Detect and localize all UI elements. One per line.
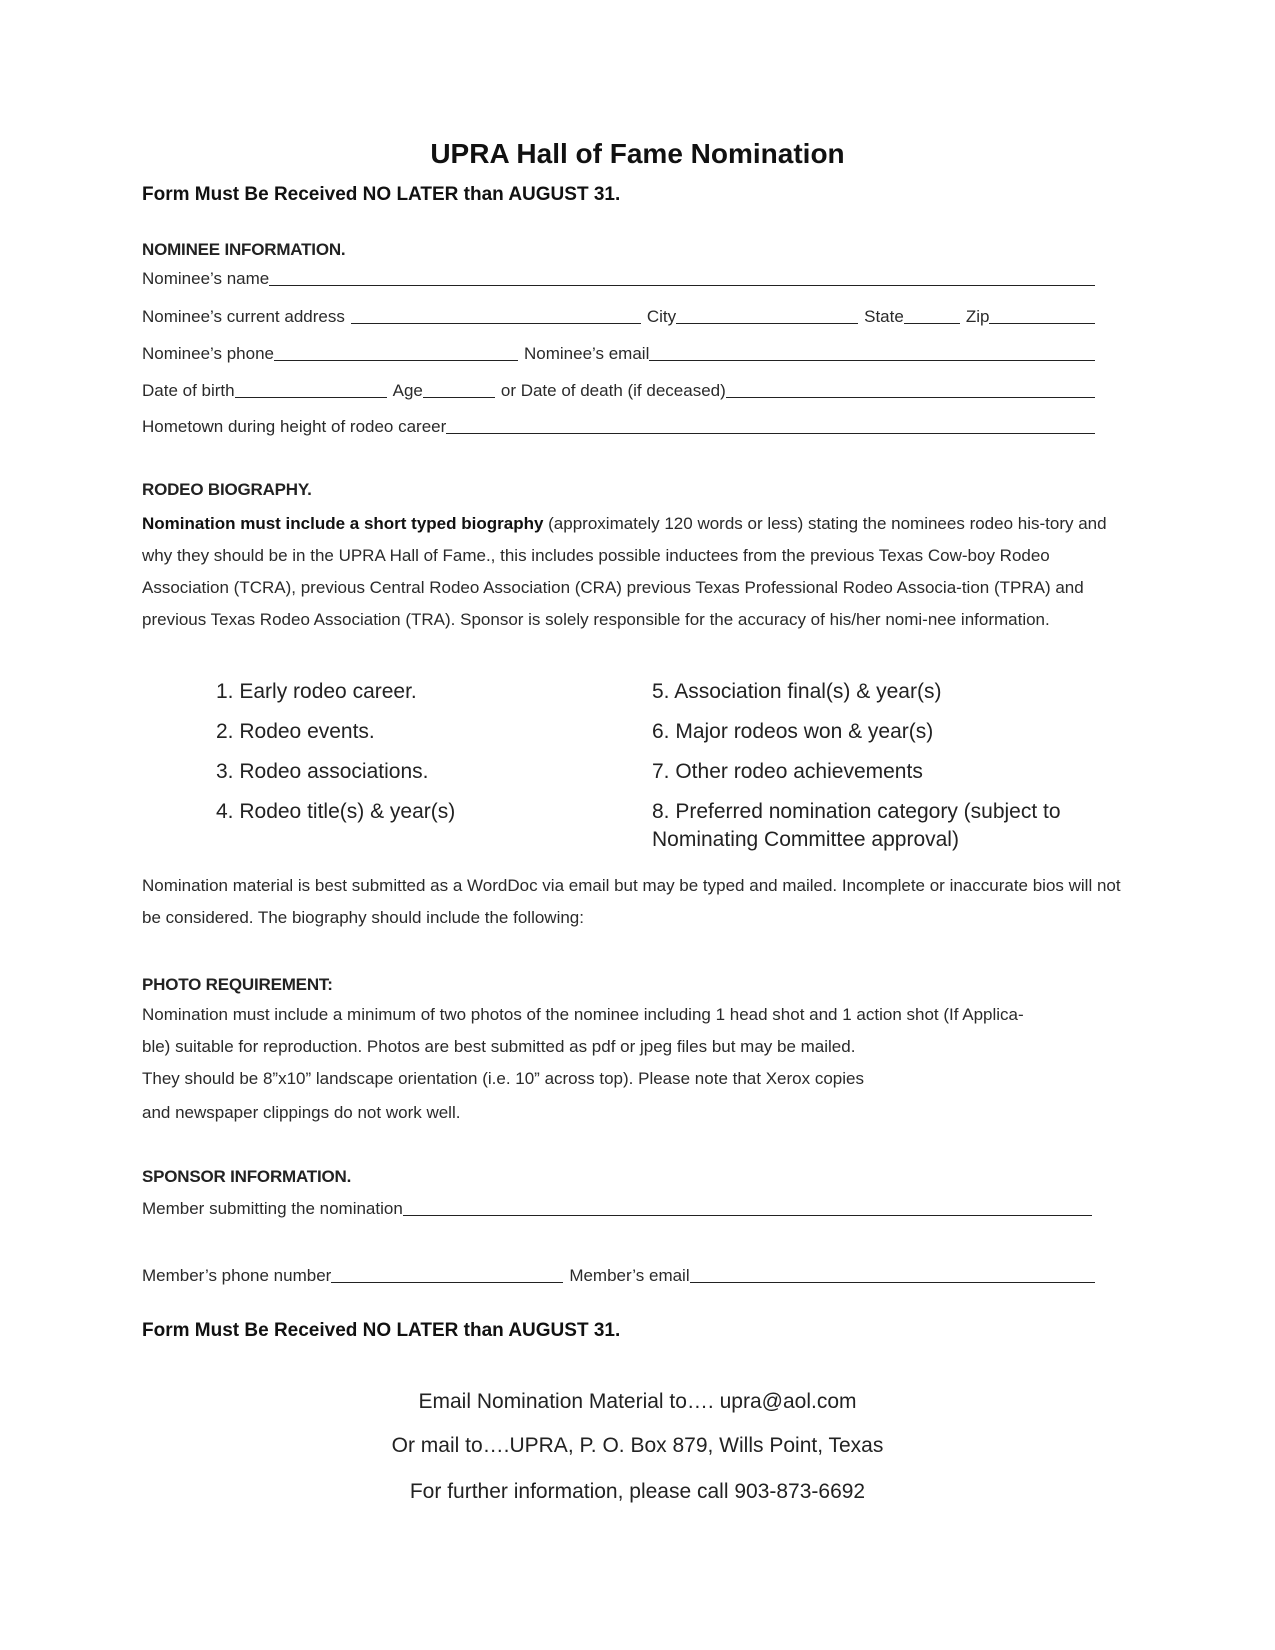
nominee-section-heading: NOMINEE INFORMATION.	[142, 240, 346, 259]
contact-email-line: Email Nomination Material to…. upra@aol.com	[418, 1390, 857, 1413]
dod-label: or Date of death (if deceased)	[500, 381, 726, 400]
member-submitting-row	[142, 1195, 1092, 1219]
list-item: 5. Association final(s) & year(s)	[652, 680, 942, 703]
nominee-name-row	[142, 265, 1095, 289]
member-email-field[interactable]	[690, 1264, 1095, 1283]
dob-field[interactable]	[235, 379, 387, 398]
nominee-address-row	[142, 303, 1095, 327]
biography-section-heading: RODEO BIOGRAPHY.	[142, 480, 312, 499]
hometown-field[interactable]	[446, 415, 1095, 434]
member-email-label: Member’s email	[569, 1266, 690, 1285]
nominee-address-label: Nominee’s current address	[142, 307, 345, 326]
city-field[interactable]	[676, 305, 858, 324]
nominee-email-field[interactable]	[649, 342, 1095, 361]
biography-list-right	[652, 678, 1072, 866]
submission-note: Nomination material is best submitted as a WordDoc via email but may be typed and mailed. Incomplete or inaccurate bios will not be considered. The biography should include the following:	[142, 876, 1121, 927]
hometown-row	[142, 413, 1095, 437]
photo-line-1: Nomination must include a minimum of two photos of the nominee including 1 head shot and 1 action shot (If Applica-	[142, 1005, 1024, 1024]
dob-label: Date of birth	[142, 381, 235, 400]
state-field[interactable]	[904, 305, 960, 324]
photo-line-2: ble) suitable for reproduction. Photos are best submitted as pdf or jpeg files but may be mailed.	[142, 1037, 856, 1056]
biography-instructions	[142, 508, 1132, 636]
list-item: 4. Rodeo title(s) & year(s)	[216, 800, 456, 823]
nominee-email-label: Nominee’s email	[524, 344, 650, 363]
hometown-label: Hometown during height of rodeo career	[142, 417, 447, 436]
nominee-phone-field[interactable]	[274, 342, 518, 361]
biography-intro-bold: Nomination must include a short typed biography	[142, 514, 544, 533]
biography-intro-rest: (approximately 120 words or less) stating the nominees rodeo his-tory and why they should be in the UPRA Hall of Fame., this includes possible inductees from the previous Texas Cow-boy Rodeo Association (TCRA), previous Central Rodeo Association (CRA) previous Texas Professional Rodeo Associa-tion (TPRA) and previous Texas Rodeo Association (TRA). Sponsor is solely responsible for the accuracy of his/her nomi-nee information.	[142, 514, 1107, 629]
nominee-dates-row	[142, 377, 1095, 401]
state-label: State	[864, 307, 904, 326]
dod-field[interactable]	[726, 379, 1095, 398]
nominee-name-label: Nominee’s name	[142, 269, 270, 288]
nominee-address-field[interactable]	[351, 305, 641, 324]
contact-mail-line: Or mail to….UPRA, P. O. Box 879, Wills Point, Texas	[391, 1434, 884, 1457]
photo-line-4: and newspaper clippings do not work well.	[142, 1103, 461, 1122]
deadline-notice-top: Form Must Be Received NO LATER than AUGUST 31.	[142, 184, 621, 205]
photo-section-heading: PHOTO REQUIREMENT:	[142, 975, 333, 994]
zip-field[interactable]	[989, 305, 1095, 324]
zip-label: Zip	[965, 307, 990, 326]
member-submitting-field[interactable]	[403, 1197, 1092, 1216]
member-submitting-label: Member submitting the nomination	[142, 1199, 403, 1218]
list-item: 6. Major rodeos won & year(s)	[652, 720, 934, 743]
member-contact-row	[142, 1262, 1095, 1286]
member-phone-label: Member’s phone number	[142, 1266, 332, 1285]
list-item: 1. Early rodeo career.	[216, 680, 417, 703]
member-phone-field[interactable]	[331, 1264, 563, 1283]
nominee-phone-label: Nominee’s phone	[142, 344, 274, 363]
list-item: 7. Other rodeo achievements	[652, 760, 923, 783]
list-item: 2. Rodeo events.	[216, 720, 375, 743]
biography-list-left	[216, 678, 455, 838]
photo-line-3: They should be 8”x10” landscape orientation (i.e. 10” across top). Please note that Xerox copies	[142, 1069, 864, 1088]
list-item: 3. Rodeo associations.	[216, 760, 429, 783]
list-item: 8. Preferred nomination category (subject to Nominating Committee approval)	[652, 800, 1061, 851]
form-title: UPRA Hall of Fame Nomination	[430, 138, 845, 169]
contact-phone-line: For further information, please call 903-873-6692	[409, 1480, 866, 1503]
age-label: Age	[392, 381, 423, 400]
sponsor-section-heading: SPONSOR INFORMATION.	[142, 1167, 352, 1186]
nominee-name-field[interactable]	[269, 267, 1095, 286]
age-field[interactable]	[423, 379, 495, 398]
city-label: City	[646, 307, 677, 326]
deadline-notice-bottom: Form Must Be Received NO LATER than AUGUST 31.	[142, 1320, 621, 1341]
nominee-contact-row	[142, 340, 1095, 364]
